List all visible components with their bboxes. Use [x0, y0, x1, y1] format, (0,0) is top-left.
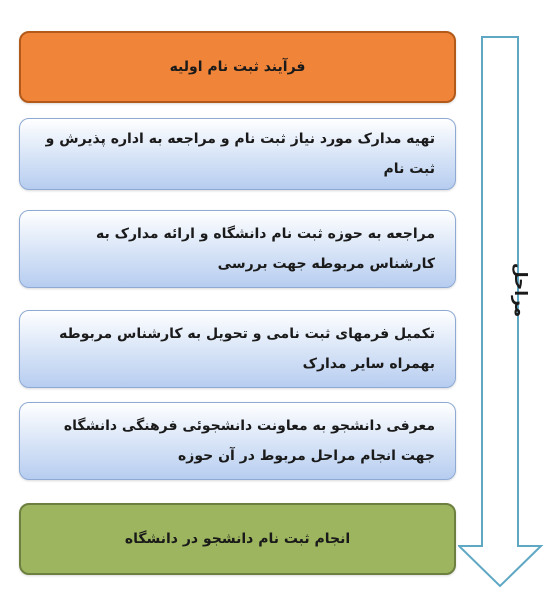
step-6-label: انجام ثبت نام دانشجو در دانشگاه [124, 531, 351, 547]
step-5-box [19, 402, 456, 480]
step-2-box [19, 118, 456, 190]
step-4-label: تکمیل فرمهای ثبت نامی و تحویل به کارشناس مربوطه بهمراه سایر مدارک [59, 326, 435, 372]
step-6-box [19, 503, 456, 575]
arrow-label: مراحل [510, 262, 530, 318]
step-5-label: معرفی دانشجو به معاونت دانشجوئی فرهنگی دانشگاه جهت انجام مراحل مربوط در آن حوزه [63, 418, 435, 464]
step-1-box [19, 31, 456, 103]
step-3-box [19, 210, 456, 288]
step-4-box [19, 310, 456, 388]
step-2-label: تهیه مدارک مورد نیاز ثبت نام و مراجعه به اداره پذیرش و ثبت نام [45, 131, 435, 177]
step-3-label: مراجعه به حوزه ثبت نام دانشگاه و ارائه مدارک به کارشناس مربوطه جهت بررسی [96, 226, 435, 272]
step-1-label: فرآیند ثبت نام اولیه [169, 59, 306, 75]
